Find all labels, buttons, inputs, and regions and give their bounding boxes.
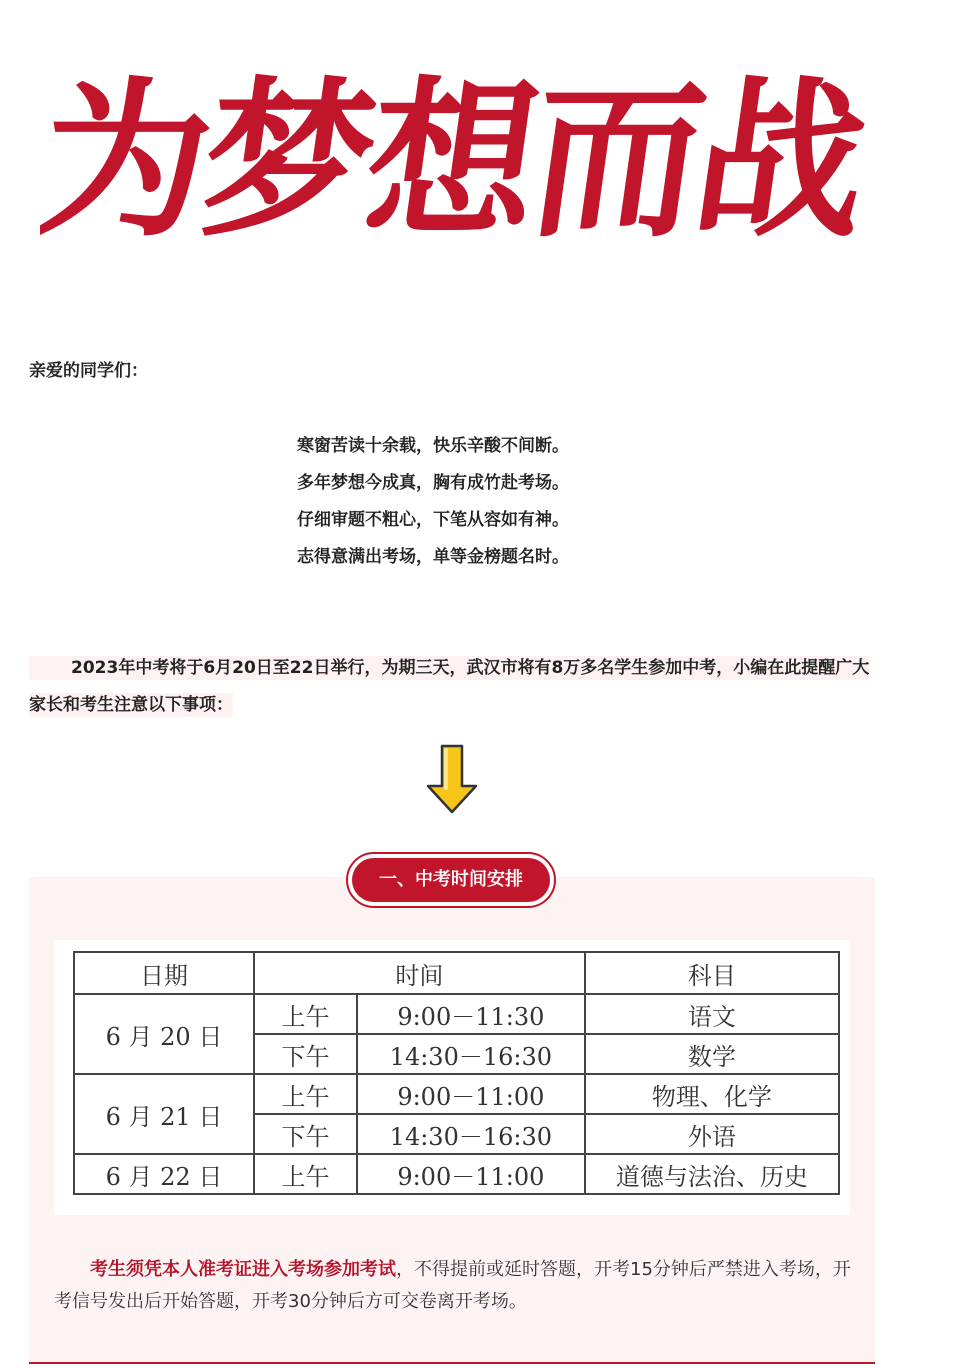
cell-date: 6 月 22 日 — [74, 1154, 254, 1194]
table-row — [74, 994, 839, 1034]
down-arrow-icon — [424, 742, 480, 816]
intro-text: 2023年中考将于6月20日至22日举行，为期三天，武汉市将有8万多名学生参加中考，小编在此提醒广大家长和考生注意以下事项： — [29, 658, 870, 715]
cell-time: 9:00－11:30 — [357, 994, 585, 1034]
table-row — [74, 1074, 839, 1114]
header-subject: 科目 — [585, 952, 839, 994]
poem — [297, 428, 569, 576]
cell-date: 6 月 20 日 — [74, 994, 254, 1074]
cell-subject: 数学 — [585, 1034, 839, 1074]
header-time: 时间 — [254, 952, 585, 994]
banner-text: 为梦想而战 — [40, 62, 874, 261]
intro-paragraph — [29, 650, 879, 724]
poem-line: 寒窗苦读十余载，快乐辛酸不间断。 — [297, 436, 569, 456]
cell-time: 14:30－16:30 — [357, 1034, 585, 1074]
cell-subject: 外语 — [585, 1114, 839, 1154]
schedule-table-card — [54, 940, 850, 1215]
cell-subject: 语文 — [585, 994, 839, 1034]
section-title-badge — [346, 852, 556, 908]
section-divider — [29, 1362, 875, 1364]
banner-calligraphy — [40, 20, 900, 310]
cell-time: 9:00－11:00 — [357, 1074, 585, 1114]
cell-date: 6 月 21 日 — [74, 1074, 254, 1154]
table-row — [74, 1154, 839, 1194]
banner-title — [40, 20, 900, 310]
note-rest: ，不得提前或延时答题，开考15分钟后严禁进入考场，开考信号发出后开始答题，开考30分钟后方可交卷离开考场。 — [54, 1259, 851, 1312]
table-header-row — [74, 952, 839, 994]
poem-line: 志得意满出考场，单等金榜题名时。 — [297, 547, 569, 567]
greeting: 亲爱的同学们： — [29, 361, 148, 381]
cell-subject: 物理、化学 — [585, 1074, 839, 1114]
poem-line: 仔细审题不粗心，下笔从容如有神。 — [297, 510, 569, 530]
header-date: 日期 — [74, 952, 254, 994]
poem-line: 多年梦想今成真，胸有成竹赴考场。 — [297, 473, 569, 493]
cell-half: 下午 — [254, 1034, 357, 1074]
cell-subject: 道德与法治、历史 — [585, 1154, 839, 1194]
exam-rules-note — [54, 1254, 854, 1318]
cell-half: 上午 — [254, 1154, 357, 1194]
cell-half: 上午 — [254, 994, 357, 1034]
section-title: 一、中考时间安排 — [352, 858, 550, 902]
cell-time: 9:00－11:00 — [357, 1154, 585, 1194]
schedule-table — [73, 951, 840, 1195]
note-highlight: 考生须凭本人准考证进入考场参加考试 — [90, 1259, 396, 1280]
cell-time: 14:30－16:30 — [357, 1114, 585, 1154]
cell-half: 上午 — [254, 1074, 357, 1114]
cell-half: 下午 — [254, 1114, 357, 1154]
